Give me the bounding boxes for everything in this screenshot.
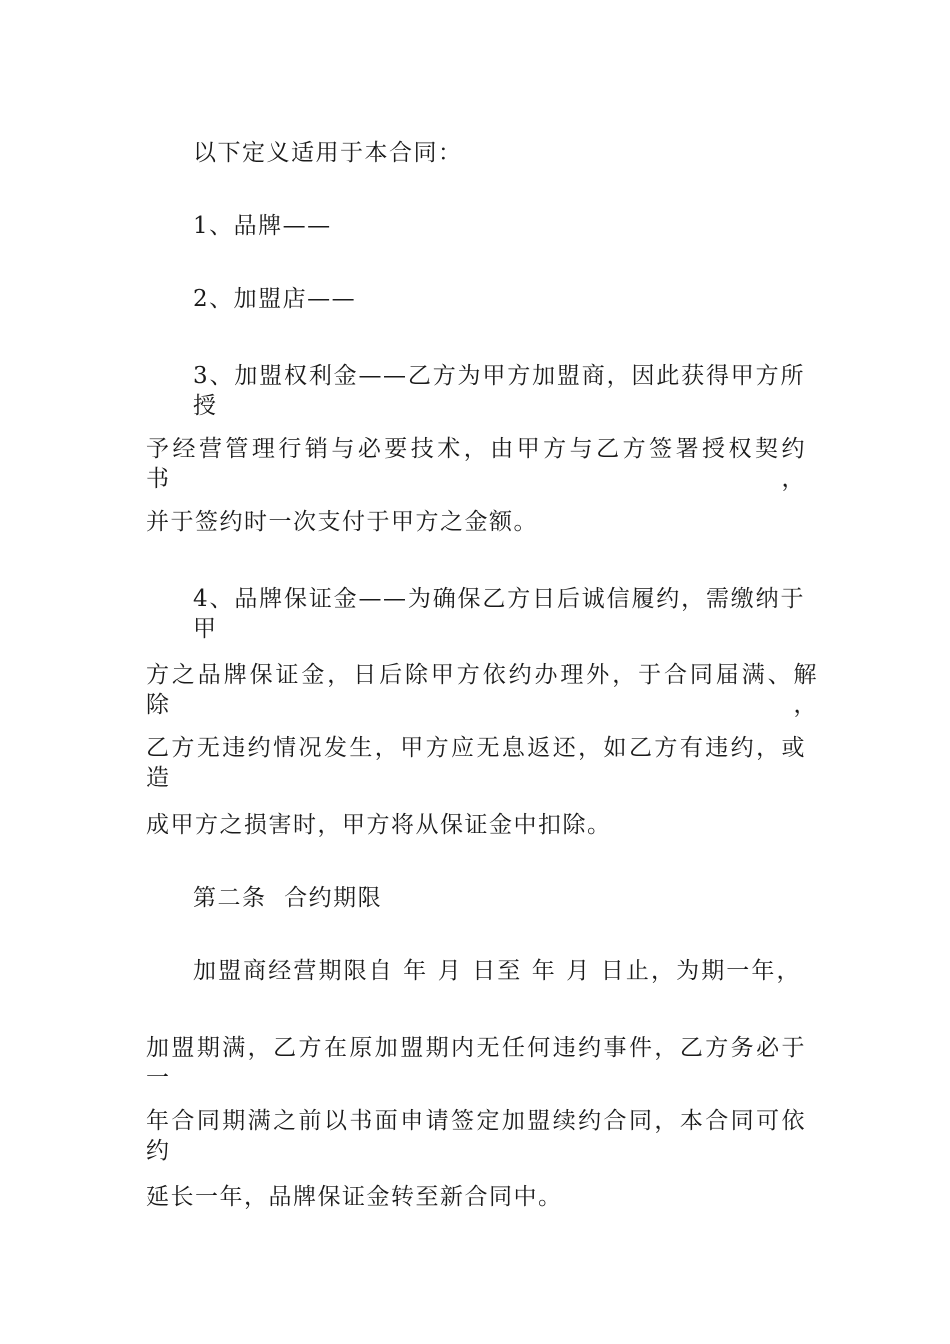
article-2-line-1: 加盟商经营期限自 年 月 日至 年 月 日止，为期一年， [193,958,801,984]
definition-royalty-line-2: 予经营管理行销与必要技术，由甲方与乙方签署授权契约书， [146,436,806,492]
definition-brand: 1、品牌—— [193,213,332,239]
definition-deposit-line-3: 乙方无违约情况发生，甲方应无息返还，如乙方有违约，或造 [146,735,806,791]
definition-royalty-line-1: 3、加盟权利金——乙方为甲方加盟商，因此获得甲方所授 [193,363,805,419]
definition-deposit-line-1: 4、品牌保证金——为确保乙方日后诚信履约，需缴纳于甲 [193,586,805,642]
article-2-line-2: 加盟期满，乙方在原加盟期内无任何违约事件，乙方务必于一 [146,1035,806,1091]
definition-deposit-line-4: 成甲方之损害时，甲方将从保证金中扣除。 [146,812,612,838]
article-2-line-4: 延长一年，品牌保证金转至新合同中。 [146,1184,563,1210]
definitions-intro: 以下定义适用于本合同： [193,140,463,166]
article-2-line-3: 年合同期满之前以书面申请签定加盟续约合同，本合同可依约 [146,1108,806,1164]
definition-franchise-store: 2、加盟店—— [193,286,357,312]
definition-deposit-line-2: 方之品牌保证金，日后除甲方依约办理外，于合同届满、解除， [146,662,818,718]
definition-royalty-line-3: 并于签约时一次支付于甲方之金额。 [146,509,538,535]
article-2-heading: 第二条 合约期限 [193,885,383,911]
